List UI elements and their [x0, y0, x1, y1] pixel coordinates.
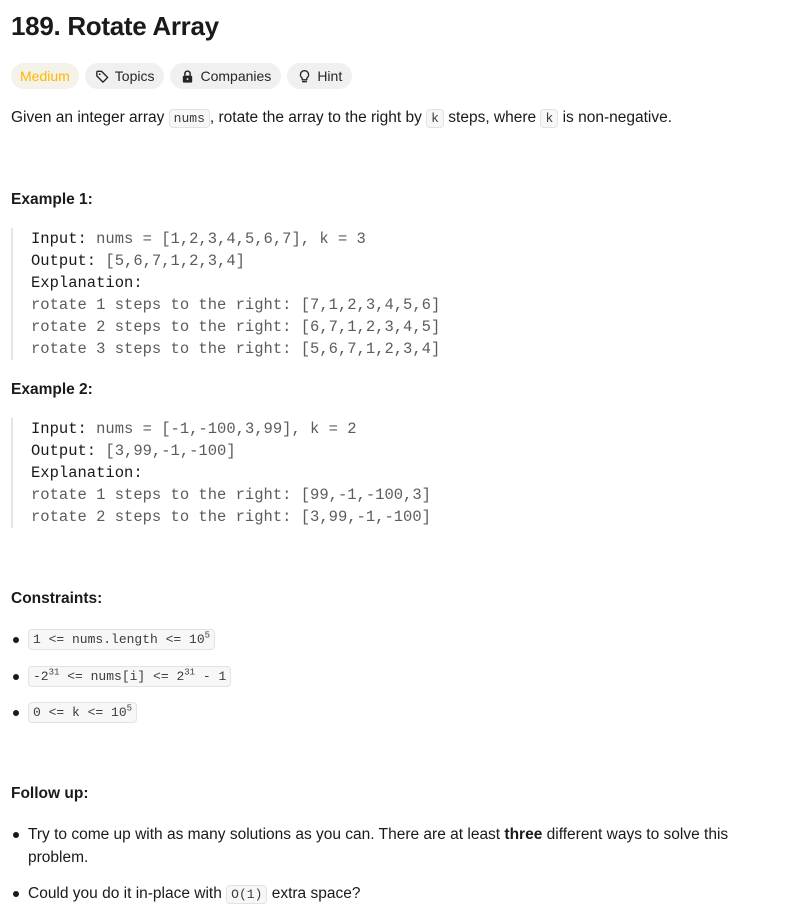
lightbulb-icon [297, 69, 312, 84]
bullet [13, 710, 19, 716]
constraint-code: $-2^{31}$ <= nums[i] <= $2^{31} - 1$ [28, 666, 231, 687]
topics-button[interactable] [85, 63, 165, 89]
constraints-heading: Constraints: [11, 590, 103, 607]
bullet [13, 832, 19, 838]
code-k: k [426, 109, 444, 128]
example-output-line: Output: [5,6,7,1,2,3,4] [31, 252, 245, 270]
example-1-block [11, 228, 440, 360]
problem-title: 189. Rotate Array [11, 11, 219, 41]
bullet [13, 891, 19, 897]
example-1-heading: Example 1: [11, 191, 93, 208]
constraint-code: 1 <= nums.length <= $10^5$ [28, 629, 215, 650]
example-explanation-line: rotate 3 steps to the right: [5,6,7,1,2,3,4] [31, 340, 441, 358]
companies-label: Companies [200, 68, 272, 84]
example-explanation-line: rotate 1 steps to the right: [99,-1,-100,3] [31, 486, 431, 504]
follow-up-item: Could you do it in-place with O(1) extra space? [28, 885, 361, 902]
bullet [13, 637, 19, 643]
bullet [13, 674, 19, 680]
constraint-item [28, 667, 231, 685]
difficulty-label: Medium [20, 68, 70, 84]
example-explanation-line: rotate 2 steps to the right: [3,99,-1,-100] [31, 508, 431, 526]
code-k: k [540, 109, 558, 128]
follow-up-heading: Follow up: [11, 785, 89, 802]
example-2-heading: Example 2: [11, 381, 93, 398]
example-explanation-label: Explanation: [31, 274, 143, 292]
constraint-item [28, 703, 137, 721]
example-output-line: Output: [3,99,-1,-100] [31, 442, 236, 460]
difficulty-badge [11, 63, 79, 89]
hint-label: Hint [317, 68, 343, 84]
tag-bar [11, 63, 352, 89]
code-nums: nums [169, 109, 210, 128]
example-2-block [11, 418, 431, 528]
example-input-line: Input: nums = [-1,-100,3,99], k = 2 [31, 420, 357, 438]
example-explanation-line: rotate 1 steps to the right: [7,1,2,3,4,5,6] [31, 296, 441, 314]
hint-button[interactable] [287, 63, 352, 89]
constraint-item [28, 630, 215, 648]
follow-up-item: Try to come up with as many solutions as you can. There are at least three different ways to solve this problem. [28, 826, 729, 866]
companies-button[interactable] [170, 63, 281, 89]
problem-description: Given an integer array nums , rotate the array to the right by k steps, where k is non-negative. [11, 109, 673, 126]
constraint-code: $0 <= k <= 10^5$ [28, 702, 137, 723]
topics-label: Topics [114, 68, 155, 84]
lock-icon [180, 69, 195, 84]
code-o1: O(1) [226, 885, 267, 904]
example-input-line: Input: nums = [1,2,3,4,5,6,7], k = 3 [31, 230, 366, 248]
tag-icon [95, 69, 110, 84]
example-explanation-line: rotate 2 steps to the right: [6,7,1,2,3,4,5] [31, 318, 441, 336]
example-explanation-label: Explanation: [31, 464, 143, 482]
